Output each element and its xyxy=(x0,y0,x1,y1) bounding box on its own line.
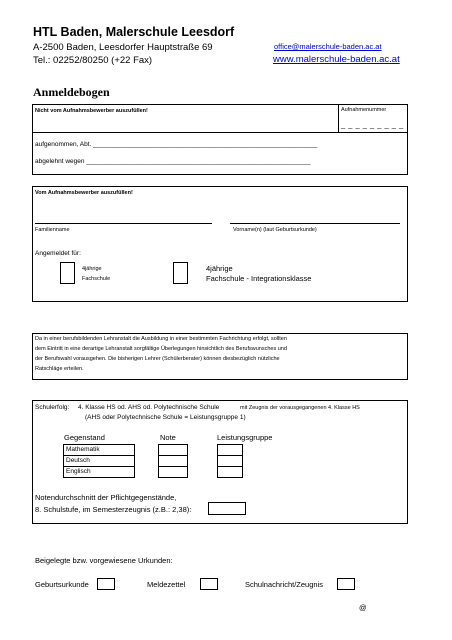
school-name: HTL Baden, Malerschule Leesdorf xyxy=(33,25,235,39)
advice-text-line2: dem Eintritt in eine derartige Lehranstalt sorgfältige Überlegungen hinsichtlich des Berufswunsches und xyxy=(35,346,287,352)
group-field-englisch[interactable] xyxy=(217,466,243,478)
option-fachschule-checkbox[interactable] xyxy=(60,262,75,284)
rejected-reason-field[interactable]: abgelehnt wegen ______________________________________________________________ xyxy=(35,158,311,165)
registration-checkbox[interactable] xyxy=(200,578,218,590)
school-results-line1b: mit Zeugnis der vorausgegangenen 4. Klasse HS xyxy=(240,405,360,411)
first-name-label: Vorname(n) (laut Geburtsurkunde) xyxy=(233,227,317,233)
family-name-field[interactable] xyxy=(35,223,212,224)
school-report-checkbox[interactable] xyxy=(337,578,355,590)
school-results-line2: (AHS oder Polytechnische Schule = Leistungsgruppe 1) xyxy=(85,414,246,421)
subject-mathematik: Mathematik xyxy=(66,446,100,453)
school-results-label: Schulerfolg: xyxy=(35,404,70,411)
application-number-label: Aufnahmenummer xyxy=(341,107,387,113)
school-address: A-2500 Baden, Leesdorfer Hauptstraße 69 xyxy=(33,42,213,53)
applicant-box xyxy=(32,186,408,302)
school-results-line1a: 4. Klasse HS od. AHS od. Polytechnische Schule xyxy=(78,404,220,411)
grade-average-line1: Notendurchschnitt der Pflichtgegenstände, xyxy=(35,493,177,502)
office-notice: Nicht vom Aufnahmsbewerber auszufüllen! xyxy=(35,108,148,114)
option-integration-checkbox[interactable] xyxy=(173,262,188,284)
first-name-field[interactable] xyxy=(230,223,400,224)
website-link[interactable]: www.malerschule-baden.ac.at xyxy=(273,54,400,65)
birth-cert-checkbox[interactable] xyxy=(97,578,115,590)
family-name-label: Familienname xyxy=(35,227,70,233)
application-number-field[interactable]: _ _ _ _ _ _ _ _ _ xyxy=(341,120,404,129)
subject-deutsch: Deutsch xyxy=(66,457,90,464)
applicant-notice: Vom Aufnahmsbewerber auszufüllen! xyxy=(35,190,133,196)
advice-text-line4: Ratschläge erteilen. xyxy=(35,366,84,372)
footer-at-symbol: @ xyxy=(359,603,367,612)
advice-text-line3: der Berufswahl vorausgehen. Die bisherigen Lehrer (Schülerberater) können diesbezüglich nützliche xyxy=(35,356,280,362)
office-divider xyxy=(32,132,407,133)
school-phone: Tel.: 02252/80250 (+22 Fax) xyxy=(33,55,153,66)
option-fachschule-line2: Fachschule xyxy=(82,276,111,282)
column-subject: Gegenstand xyxy=(64,433,105,442)
option-fachschule-line1: 4jährige xyxy=(82,266,102,272)
subject-englisch: Englisch xyxy=(66,468,91,475)
registration-label: Meldezettel xyxy=(147,580,186,589)
form-title: Anmeldebogen xyxy=(33,85,110,99)
school-report-label: Schulnachricht/Zeugnis xyxy=(245,580,323,589)
birth-cert-label: Geburtsurkunde xyxy=(35,580,89,589)
advice-text-line1: Da in einer berufsbildenden Lehranstalt die Ausbildung in einer bestimmten Fachrichtung erfolgt, sollten xyxy=(35,336,287,342)
column-group: Leistungsgruppe xyxy=(217,433,273,442)
grade-average-line2: 8. Schulstufe, im Semesterzeugnis (z.B.: 2,38): xyxy=(35,505,192,514)
grade-field-englisch[interactable] xyxy=(158,466,188,478)
subject-cell-englisch xyxy=(63,466,135,478)
option-integration-line2: Fachschule - Integrationsklasse xyxy=(206,274,312,283)
option-integration-line1: 4jährige xyxy=(206,264,233,273)
email-link[interactable]: office@malerschule-baden.ac.at xyxy=(274,42,382,51)
accepted-department-field[interactable]: aufgenommen, Abt. ______________________________________________________________ xyxy=(35,141,318,148)
grade-average-field[interactable] xyxy=(208,502,246,515)
registered-for-label: Angemeldet für: xyxy=(35,250,81,257)
documents-heading: Beigelegte bzw. vorgewiesene Urkunden: xyxy=(35,556,173,565)
column-grade: Note xyxy=(160,433,176,442)
office-number-divider xyxy=(338,104,339,132)
